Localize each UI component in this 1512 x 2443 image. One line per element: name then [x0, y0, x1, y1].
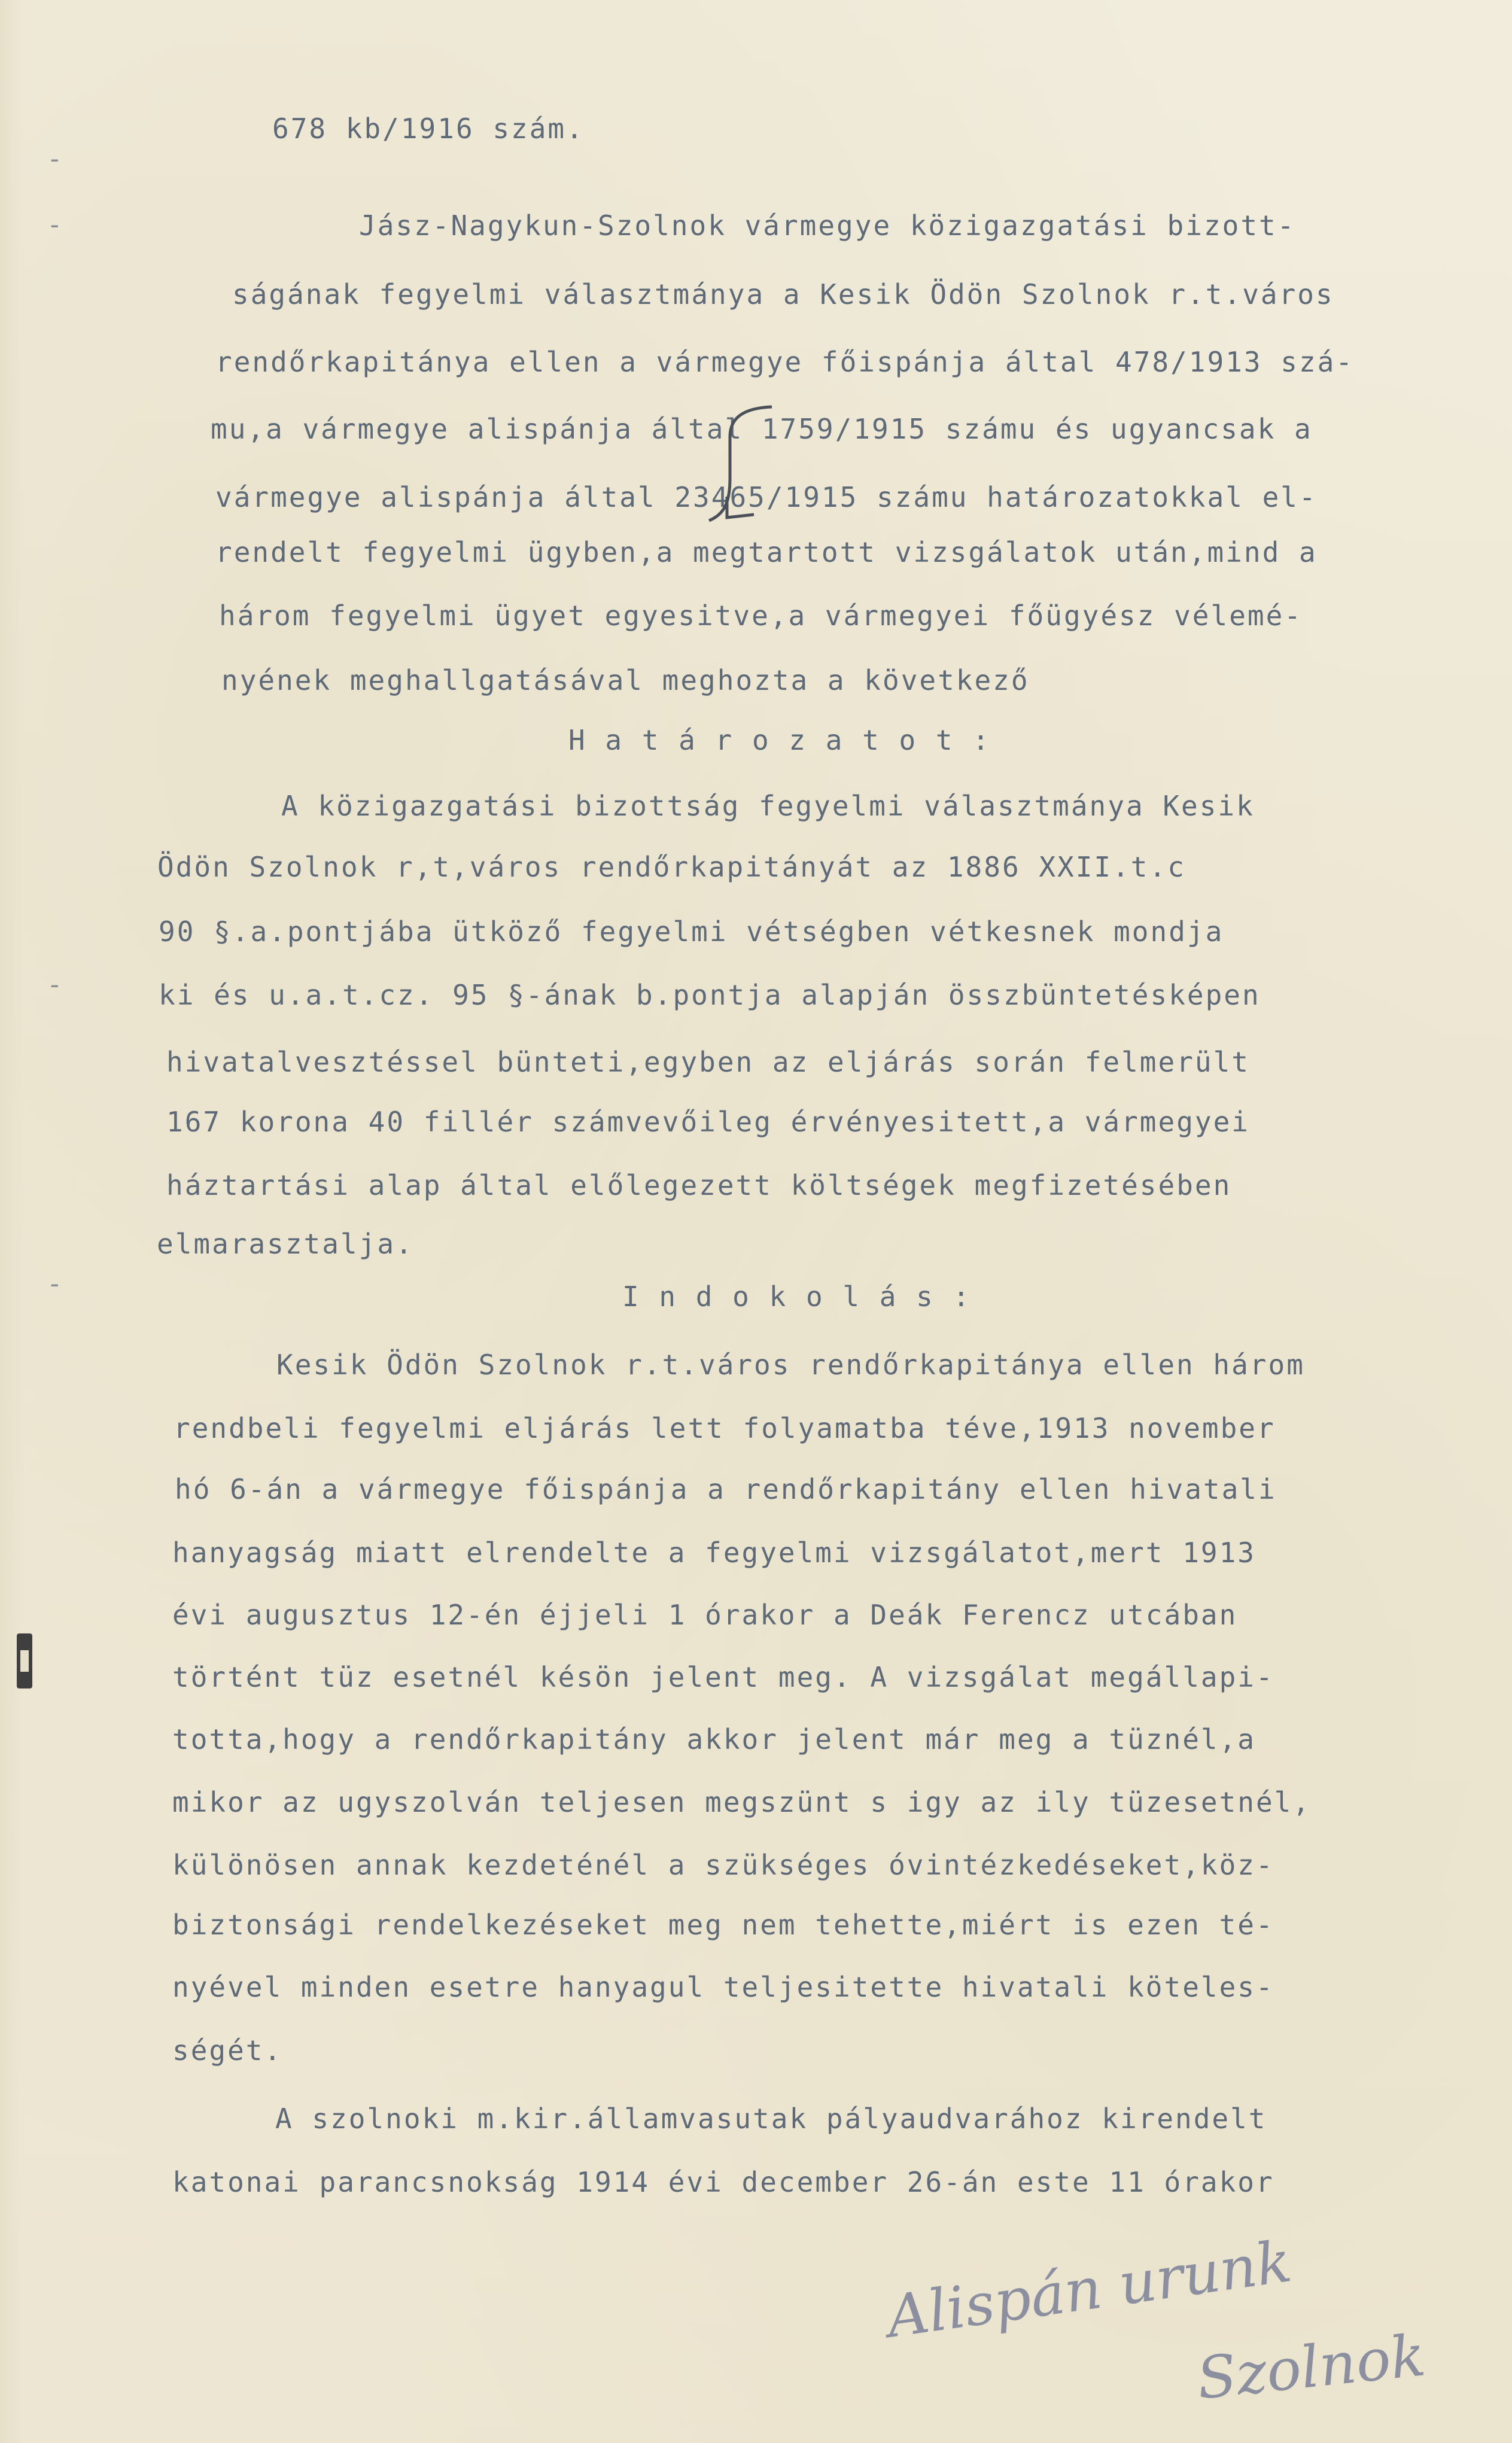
- body-line: különösen annak kezdeténél a szükséges óvintézkedéseket,köz-: [172, 1849, 1274, 1881]
- margin-dash: -: [47, 1268, 63, 1299]
- body-line: nyével minden esetre hanyagul teljesitette hivatali köteles-: [172, 1971, 1274, 2003]
- body-line: hó 6-án a vármegye főispánja a rendőrkapitány ellen hivatali: [175, 1473, 1277, 1505]
- body-line: totta,hogy a rendőrkapitány akkor jelent már meg a tüznél,a: [172, 1723, 1256, 1756]
- handwritten-note-line2: Szolnok: [1194, 2322, 1429, 2412]
- body-line: biztonsági rendelkezéseket meg nem tehette,miért is ezen té-: [172, 1909, 1274, 1941]
- body-line: három fegyelmi ügyet egyesitve,a vármegyei főügyész vélemé-: [219, 600, 1303, 632]
- body-line: 167 korona 40 fillér számvevőileg érvényesitett,a vármegyei: [166, 1106, 1250, 1138]
- margin-dash: -: [47, 209, 63, 240]
- body-line: A szolnoki m.kir.államvasutak pályaudvarához kirendelt: [275, 2103, 1267, 2135]
- pen-bracket-mark: [706, 395, 790, 533]
- reference-number: 678 kb/1916 szám.: [272, 112, 585, 145]
- margin-dash: -: [47, 969, 63, 1000]
- body-line: elmarasztalja.: [157, 1228, 414, 1260]
- handwritten-note-line1: Alispán urunk: [883, 2228, 1296, 2351]
- body-line: évi augusztus 12-én éjjeli 1 órakor a Deák Ferencz utcában: [172, 1599, 1238, 1631]
- body-line: ságának fegyelmi választmánya a Kesik Ödön Szolnok r.t.város: [232, 278, 1334, 311]
- section-heading-hatarozatot: H a t á r o z a t o t :: [568, 724, 991, 756]
- body-line: rendbeli fegyelmi eljárás lett folyamatba téve,1913 november: [174, 1412, 1276, 1444]
- body-line: mikor az ugyszolván teljesen megszünt s igy az ily tüzesetnél,: [172, 1786, 1312, 1818]
- body-line: háztartási alap által előlegezett költségek megfizetésében: [166, 1169, 1232, 1201]
- body-line: Ödön Szolnok r,t,város rendőrkapitányát az 1886 XXII.t.c: [157, 851, 1186, 883]
- body-line: 90 §.a.pontjába ütköző fegyelmi vétségben vétkesnek mondja: [159, 915, 1224, 948]
- body-line: vármegye alispánja által 23465/1915 számu határozatokkal el-: [215, 481, 1318, 513]
- body-line: történt tüz esetnél késön jelent meg. A vizsgálat megállapi-: [172, 1661, 1274, 1693]
- body-line: hanyagság miatt elrendelte a fegyelmi vizsgálatot,mert 1913: [172, 1537, 1256, 1569]
- paper-clip: [17, 1633, 32, 1689]
- section-heading-indokolas: I n d o k o l á s :: [622, 1280, 972, 1313]
- body-line: rendőrkapitánya ellen a vármegye főispánja által 478/1913 szá-: [215, 346, 1355, 378]
- body-line: ségét.: [172, 2034, 283, 2067]
- body-line: nyének meghallgatásával meghozta a következő: [221, 664, 1030, 696]
- body-line: Kesik Ödön Szolnok r.t.város rendőrkapitánya ellen három: [276, 1349, 1305, 1381]
- body-line: rendelt fegyelmi ügyben,a megtartott vizsgálatok után,mind a: [215, 536, 1318, 568]
- body-line: ki és u.a.t.cz. 95 §-ának b.pontja alapján összbüntetésképen: [159, 979, 1261, 1011]
- body-line: mu,a vármegye alispánja által 1759/1915 számu és ugyancsak a: [211, 413, 1313, 445]
- body-line: hivatalvesztéssel bünteti,egyben az eljárás során felmerült: [166, 1046, 1250, 1078]
- body-line: Jász-Nagykun-Szolnok vármegye közigazgatási bizott-: [359, 209, 1296, 242]
- body-line: A közigazgatási bizottság fegyelmi választmánya Kesik: [281, 790, 1255, 822]
- body-line: katonai parancsnokság 1914 évi december 26-án este 11 órakor: [172, 2166, 1274, 2198]
- margin-dash: -: [47, 144, 63, 174]
